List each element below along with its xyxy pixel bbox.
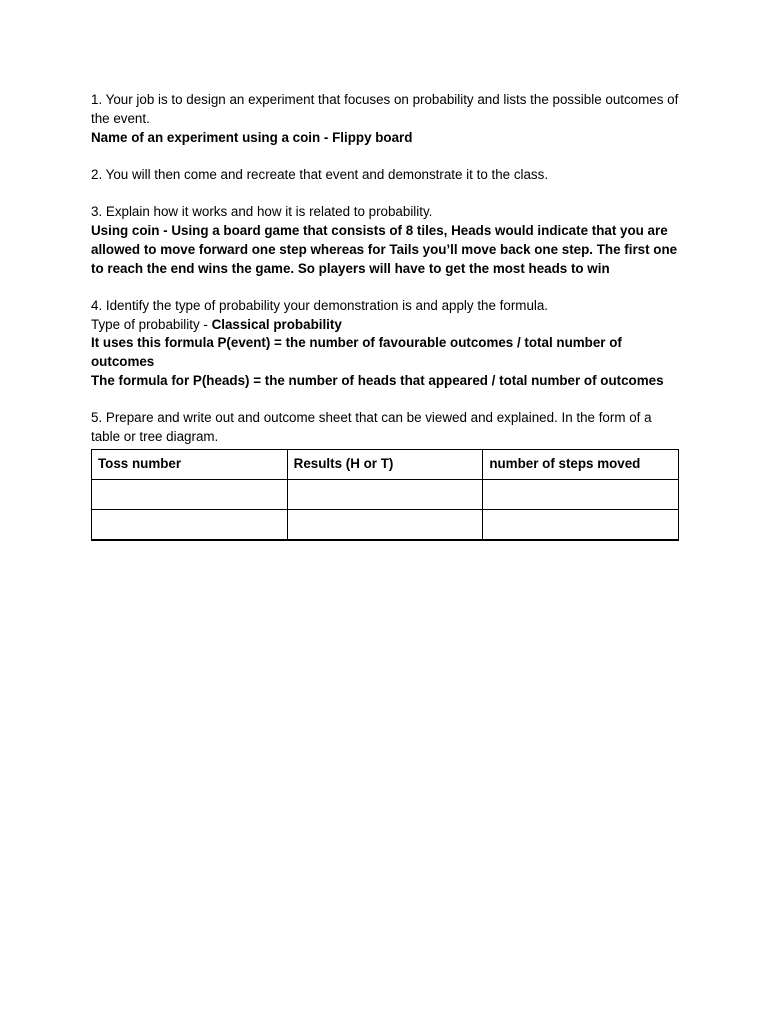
- table-cell-result: [287, 479, 483, 509]
- question-1-prompt: 1. Your job is to design an experiment that focuses on probability and lists the possible outcomes of the event.: [91, 92, 679, 126]
- question-4-prompt: 4. Identify the type of probability your demonstration is and apply the formula.: [91, 297, 549, 313]
- question-5-prompt: 5. Prepare and write out and outcome sheet that can be viewed and explained. In the form of a table or tree diagram.: [91, 410, 652, 445]
- question-1-answer: Name of an experiment using a coin - Flippy board: [91, 129, 413, 145]
- heads-formula: The formula for P(heads) = the number of heads that appeared / total number of outcomes: [91, 373, 664, 389]
- table-cell-toss-number: [92, 479, 288, 509]
- table-row: [92, 479, 679, 509]
- probability-type-line: [91, 316, 681, 335]
- column-header-toss-number: Toss number: [92, 449, 288, 479]
- table-header-row: [92, 449, 679, 479]
- table-row: [92, 509, 679, 540]
- table-cell-steps: [483, 479, 679, 509]
- column-header-results: Results (H or T): [287, 449, 483, 479]
- question-3-answer: Using coin - Using a board game that consists of 8 tiles, Heads would indicate that you are allowed to move forward one step whereas for Tails you’ll move back one step. The first one to reach the end wins the game. So players will have to get the most heads to win: [91, 222, 678, 276]
- worksheet-page: [91, 91, 681, 541]
- event-formula: It uses this formula P(event) = the number of favourable outcomes / total number of outcomes: [91, 335, 622, 370]
- outcome-table: [91, 449, 679, 541]
- table-cell-result: [287, 509, 483, 540]
- probability-type-value: Classical probability: [211, 316, 342, 332]
- question-2-prompt: 2. You will then come and recreate that event and demonstrate it to the class.: [91, 166, 549, 182]
- probability-type-label: Type of probability -: [91, 316, 212, 332]
- table-cell-toss-number: [92, 509, 288, 540]
- question-3-prompt: 3. Explain how it works and how it is related to probability.: [91, 204, 433, 220]
- table-cell-steps: [483, 509, 679, 540]
- column-header-steps-moved: number of steps moved: [483, 449, 679, 479]
